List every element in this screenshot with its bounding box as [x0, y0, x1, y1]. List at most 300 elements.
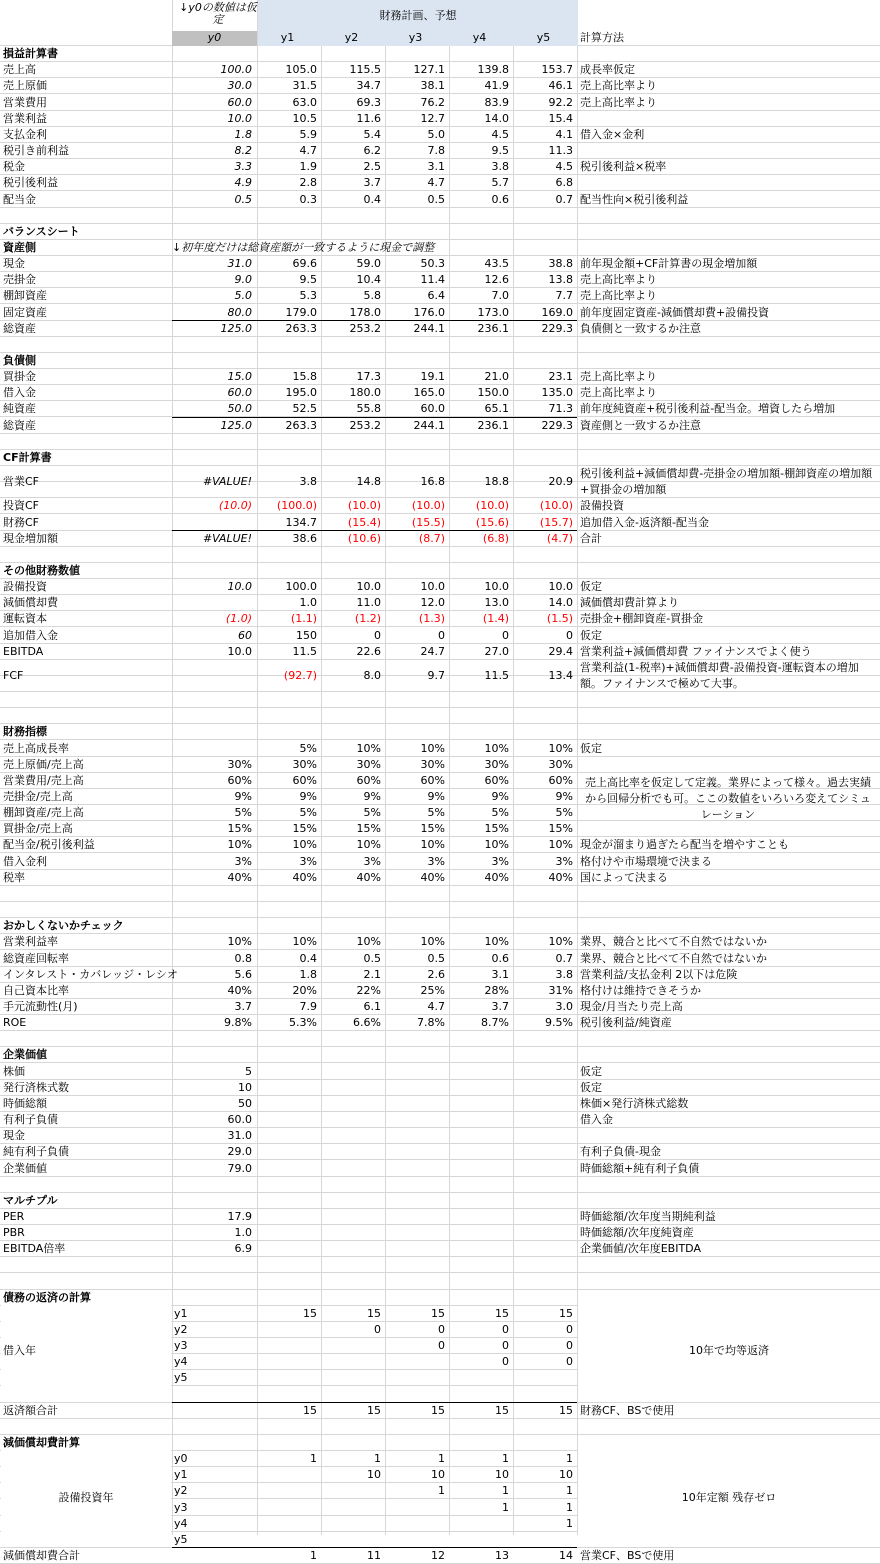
value-cell: 15.8 [292, 370, 317, 383]
row-label: 投資CF [3, 499, 40, 512]
value-cell: 12.0 [420, 596, 445, 609]
value-cell: 10 [431, 1468, 445, 1481]
value-cell: 65.1 [484, 402, 509, 415]
value-cell: 236.1 [477, 419, 509, 432]
y0-cell [172, 741, 252, 757]
value-cell: 1 [566, 1517, 573, 1530]
value-cell: (4.7) [546, 532, 573, 545]
value-cell: (10.0) [347, 499, 381, 512]
value-cell: 2.1 [363, 968, 381, 981]
value-cell: 3.8 [555, 968, 573, 981]
year-label: y1 [174, 1307, 188, 1320]
value-cell: 0 [566, 629, 573, 642]
value-cell: (15.7) [539, 516, 573, 529]
value-cell: 29.4 [548, 645, 573, 658]
value-cell [322, 1500, 381, 1516]
method-note: 税引後利益/純資産 [580, 1016, 672, 1029]
value-cell: 15 [367, 1307, 381, 1320]
row-label: 純有利子負債 [3, 1145, 69, 1158]
y0-cell: 1.8 [234, 128, 252, 141]
row-label: 税引後利益 [3, 176, 58, 189]
value-cell: 1 [502, 1484, 509, 1497]
header-method: 計算方法 [580, 31, 624, 44]
value-cell: 92.2 [548, 96, 573, 109]
value-cell: (15.5) [411, 516, 445, 529]
value-cell [450, 1370, 509, 1386]
value-cell: 1.8 [299, 968, 317, 981]
y0-cell: 15% [227, 822, 252, 835]
value-cell: 3.8 [491, 160, 509, 173]
value-cell: 71.3 [548, 402, 573, 415]
value-cell: 180.0 [349, 386, 381, 399]
method-note: 減価償却費計算より [580, 596, 679, 609]
value-cell: 0 [502, 1323, 509, 1336]
value-cell: 0.3 [299, 193, 317, 206]
row-label: 純資産 [3, 402, 36, 415]
value-cell: 115.5 [349, 63, 381, 76]
value-cell: 9.7 [427, 669, 445, 682]
row-label: 運転資本 [3, 612, 47, 625]
row-label: 営業費用 [3, 96, 47, 109]
value-cell: 5.3% [289, 1016, 317, 1029]
value-cell: 15 [431, 1307, 445, 1320]
dep-group-note: 10年定額 残存ゼロ [681, 1491, 777, 1504]
y0-cell: 1.0 [234, 1226, 252, 1239]
value-cell: 5% [363, 806, 381, 819]
value-cell: 263.3 [285, 322, 317, 335]
value-cell: 7.8 [427, 144, 445, 157]
value-cell [258, 1338, 317, 1354]
y0-cell [172, 595, 252, 611]
value-cell: 236.1 [477, 322, 509, 335]
value-cell: 5.0 [427, 128, 445, 141]
value-cell: 5.3 [299, 289, 317, 302]
value-cell: 153.7 [541, 63, 573, 76]
value-cell: 30% [548, 758, 573, 771]
method-note: 時価総額+純有利子負債 [580, 1162, 700, 1175]
method-note: 売掛金+棚卸資産-買掛金 [580, 612, 704, 625]
value-cell: 11.3 [548, 144, 573, 157]
value-cell: 28% [484, 984, 509, 997]
y0-cell: 5.0 [234, 289, 252, 302]
value-cell: 4.7 [299, 144, 317, 157]
debt-year-label-cell [1, 1305, 171, 1386]
value-cell: 6.4 [427, 289, 445, 302]
y0-cell: 30% [227, 758, 252, 771]
row-label: EBITDA倍率 [3, 1242, 66, 1255]
row-label: 借入金利 [3, 855, 47, 868]
value-cell: 5.8 [363, 289, 381, 302]
value-cell: 0 [566, 1355, 573, 1368]
value-cell: (1.2) [354, 612, 381, 625]
value-cell [322, 1483, 381, 1499]
value-cell: 10% [420, 935, 445, 948]
value-cell [258, 1532, 317, 1548]
method-note: 設備投資 [580, 499, 624, 512]
value-cell: 40% [292, 871, 317, 884]
dep-group-label: 設備投資年 [58, 1491, 114, 1504]
value-cell: 5.9 [299, 128, 317, 141]
value-cell: 0 [438, 1339, 445, 1352]
value-cell: 40% [484, 871, 509, 884]
y0-cell: 10 [238, 1081, 252, 1094]
value-cell: 55.8 [356, 402, 381, 415]
y0-cell: 3% [234, 855, 252, 868]
value-cell: 2.5 [363, 160, 381, 173]
y0-cell: 10% [227, 838, 252, 851]
method-note: 税引後利益×税率 [580, 160, 667, 173]
row-label: 返済額合計 [3, 1404, 58, 1417]
value-cell: 244.1 [413, 322, 445, 335]
value-cell: 3.7 [363, 176, 381, 189]
value-cell: 23.1 [548, 370, 573, 383]
method-note [580, 111, 876, 127]
value-cell: 46.1 [548, 79, 573, 92]
value-cell: 0 [374, 629, 381, 642]
section-title-multiples: マルチプル [3, 1194, 58, 1207]
value-cell: (1.5) [546, 612, 573, 625]
value-cell: 1 [310, 1549, 317, 1562]
y0-cell: 29.0 [227, 1145, 252, 1158]
row-label: 財務CF [3, 516, 40, 529]
y0-cell: 0.5 [234, 193, 252, 206]
value-cell: 38.6 [292, 532, 317, 545]
debt-group-label: 借入年 [3, 1344, 36, 1357]
value-cell: 20.9 [548, 475, 573, 488]
header-y1: y1 [280, 31, 295, 44]
row-line [0, 901, 880, 902]
value-cell: 5% [555, 806, 573, 819]
row-label: 発行済株式数 [3, 1081, 69, 1094]
method-note: 業界、競合と比べて不自然ではないか [580, 935, 767, 948]
value-cell: 0 [438, 629, 445, 642]
value-cell: 10% [484, 838, 509, 851]
value-cell: 16.8 [420, 475, 445, 488]
value-cell: (10.0) [475, 499, 509, 512]
y0-cell: 50 [238, 1097, 252, 1110]
value-cell: 50.3 [420, 257, 445, 270]
value-cell: 6.2 [363, 144, 381, 157]
value-cell: 0.7 [555, 193, 573, 206]
row-label: 現金増加額 [3, 532, 58, 545]
section-title-ev: 企業価値 [3, 1048, 47, 1061]
value-cell: 3.7 [491, 1000, 509, 1013]
year-label: y3 [174, 1339, 188, 1352]
method-note: 営業利益+減価償却費 ファイナンスでよく使う [580, 645, 812, 658]
value-cell: 1 [502, 1501, 509, 1514]
value-cell: 17.3 [356, 370, 381, 383]
section-title-depreciation: 減価償却費計算 [3, 1436, 80, 1449]
value-cell: 10% [420, 838, 445, 851]
row-label: 追加借入金 [3, 629, 58, 642]
y0-cell: 0.8 [234, 952, 252, 965]
row-label: インタレスト・カバレッジ・レシオ [3, 968, 178, 981]
ratio-assumption-note: 売上高比率を仮定して定義。業界によって様々。過去実績から回帰分析でも可。ここの数値をいろいろ変えてシミュレーション [585, 776, 871, 821]
value-cell: 30% [420, 758, 445, 771]
value-cell: 105.0 [285, 63, 317, 76]
method-note: 売上高比率より [580, 370, 657, 383]
y0-cell: 10.0 [227, 112, 252, 125]
method-note: 仮定 [580, 580, 602, 593]
value-cell: 263.3 [285, 419, 317, 432]
value-cell [450, 1532, 509, 1548]
value-cell: 24.7 [420, 645, 445, 658]
y0-cell: 60.0 [227, 386, 252, 399]
value-cell: 0 [566, 1323, 573, 1336]
y0-cell: 125.0 [220, 322, 252, 335]
value-cell: 135.0 [541, 386, 573, 399]
row-label: ROE [3, 1016, 27, 1029]
value-cell: 5% [299, 806, 317, 819]
value-cell: 165.0 [413, 386, 445, 399]
value-cell: 60% [484, 774, 509, 787]
value-cell: 4.7 [427, 1000, 445, 1013]
value-cell: 10.5 [292, 112, 317, 125]
value-cell [322, 1354, 381, 1370]
value-cell: 173.0 [477, 306, 509, 319]
value-cell: 1 [566, 1452, 573, 1465]
value-cell: 0.5 [427, 193, 445, 206]
value-cell: 134.7 [285, 516, 317, 529]
value-cell: 60% [292, 774, 317, 787]
row-label: 支払金利 [3, 128, 47, 141]
value-cell: 60.0 [420, 402, 445, 415]
value-cell: 9% [363, 790, 381, 803]
value-cell: 13 [495, 1549, 509, 1562]
value-cell: 4.1 [555, 128, 573, 141]
value-cell: 1 [310, 1452, 317, 1465]
value-cell [258, 1483, 317, 1499]
row-label: 減価償却費 [3, 596, 58, 609]
method-note: 時価総額/次年度純資産 [580, 1226, 694, 1239]
value-cell: 6.6% [353, 1016, 381, 1029]
value-cell: 83.9 [484, 96, 509, 109]
value-cell: 30% [292, 758, 317, 771]
value-cell: 1 [374, 1452, 381, 1465]
row-label: 総資産 [3, 322, 36, 335]
y0-cell [172, 515, 252, 531]
value-cell: 31% [548, 984, 573, 997]
year-label: y3 [174, 1501, 188, 1514]
method-note: 配当性向×税引後利益 [580, 193, 689, 206]
value-cell: (92.7) [283, 669, 317, 682]
y0-cell: 9% [234, 790, 252, 803]
y0-cell: 5.6 [234, 968, 252, 981]
y0-cell: 10.0 [227, 580, 252, 593]
header-y4: y4 [472, 31, 487, 44]
y0-cell: 15.0 [227, 370, 252, 383]
value-cell: 0.4 [299, 952, 317, 965]
row-label: 税率 [3, 871, 25, 884]
value-cell: 60% [356, 774, 381, 787]
method-note: 売上高比率より [580, 289, 657, 302]
year-label: y2 [174, 1323, 188, 1336]
method-note: 時価総額/次年度当期純利益 [580, 1210, 716, 1223]
method-note: 売上高比率より [580, 79, 657, 92]
value-cell: 10% [548, 838, 573, 851]
section-title-ratios: 財務指標 [3, 725, 47, 738]
value-cell: (10.0) [411, 499, 445, 512]
row-label: 配当金/税引後利益 [3, 838, 95, 851]
y0-cell: 79.0 [227, 1162, 252, 1175]
y0-cell: 9.8% [224, 1016, 252, 1029]
value-cell: 169.0 [541, 306, 573, 319]
value-cell: 20% [292, 984, 317, 997]
value-cell: 15 [495, 1404, 509, 1417]
value-cell: 3.1 [491, 968, 509, 981]
row-label: 売上原価/売上高 [3, 758, 84, 771]
method-note: 国によって決まる [580, 871, 668, 884]
method-note: 現金/月当たり売上高 [580, 1000, 683, 1013]
year-label: y2 [174, 1484, 188, 1497]
y0-cell: 10% [227, 935, 252, 948]
value-cell: 5% [299, 742, 317, 755]
value-cell: 3% [299, 855, 317, 868]
method-note: 売上高比率より [580, 273, 657, 286]
row-label: 減価償却費合計 [3, 1549, 80, 1562]
row-label: PBR [3, 1226, 25, 1239]
method-note: 格付けや市場環境で決まる [580, 855, 712, 868]
value-cell: 2.6 [427, 968, 445, 981]
method-note: 借入金 [580, 1113, 613, 1126]
method-note: 仮定 [580, 629, 602, 642]
y0-cell: #VALUE! [202, 532, 252, 545]
method-note: 企業価値/次年度EBITDA [580, 1242, 701, 1255]
value-cell: 31.5 [292, 79, 317, 92]
row-label: 配当金 [3, 193, 36, 206]
y0-cell: 80.0 [227, 306, 252, 319]
row-label: 売掛金/売上高 [3, 790, 73, 803]
value-cell: (15.4) [347, 516, 381, 529]
method-note: 成長率仮定 [580, 63, 635, 76]
value-cell: 6.8 [555, 176, 573, 189]
value-cell: 59.0 [356, 257, 381, 270]
value-cell: 7.8% [417, 1016, 445, 1029]
value-cell: 60% [548, 774, 573, 787]
row-line [0, 1272, 880, 1273]
value-cell: 12.6 [484, 273, 509, 286]
dep-note-cell [578, 1450, 880, 1547]
y0-cell: 31.0 [227, 1129, 252, 1142]
value-cell [258, 1354, 317, 1370]
value-cell: 9.5% [545, 1016, 573, 1029]
y0-cell: 60.0 [227, 1113, 252, 1126]
section-title-assets: 資産側 [3, 241, 36, 254]
value-cell: 10 [559, 1468, 573, 1481]
value-cell: 1 [566, 1501, 573, 1514]
value-cell: 15 [303, 1307, 317, 1320]
value-cell: 5% [427, 806, 445, 819]
row-label: 総資産 [3, 419, 36, 432]
value-cell [386, 1516, 445, 1532]
value-cell: 15 [303, 1404, 317, 1417]
y0-cell: 17.9 [227, 1210, 252, 1223]
year-label: y0 [174, 1452, 188, 1465]
y0-cell: 10.0 [227, 645, 252, 658]
value-cell: 0 [438, 1323, 445, 1336]
value-cell: 27.0 [484, 645, 509, 658]
value-cell: 10.0 [484, 580, 509, 593]
value-cell: 9.5 [299, 273, 317, 286]
value-cell: 10 [495, 1468, 509, 1481]
method-note: 売上高比率より [580, 96, 657, 109]
y0-cell: 40% [227, 871, 252, 884]
method-note: 前年現金額+CF計算書の現金増加額 [580, 257, 758, 270]
value-cell: (1.3) [418, 612, 445, 625]
row-label: 棚卸資産 [3, 289, 47, 302]
value-cell: 25% [420, 984, 445, 997]
value-cell [258, 1322, 317, 1338]
value-cell [322, 1532, 381, 1548]
method-note [580, 143, 876, 159]
y0-cell: 5 [245, 1065, 252, 1078]
value-cell: 15.4 [548, 112, 573, 125]
value-cell: 10% [420, 742, 445, 755]
value-cell: 0.6 [491, 952, 509, 965]
value-cell: 2.8 [299, 176, 317, 189]
value-cell [386, 1500, 445, 1516]
value-cell: (6.8) [482, 532, 509, 545]
value-cell: 1 [438, 1452, 445, 1465]
total-rule [172, 530, 577, 531]
y0-cell: 125.0 [220, 419, 252, 432]
row-label: 総資産回転率 [3, 952, 69, 965]
method-note: 仮定 [580, 742, 602, 755]
value-cell: 6.1 [363, 1000, 381, 1013]
row-label: 税引き前利益 [3, 144, 69, 157]
year-label: y4 [174, 1517, 188, 1530]
value-cell: 1 [566, 1484, 573, 1497]
row-label: 営業利益 [3, 112, 47, 125]
value-cell: 3.0 [555, 1000, 573, 1013]
value-cell: 69.6 [292, 257, 317, 270]
value-cell: 40% [420, 871, 445, 884]
value-cell: 11.5 [484, 669, 509, 682]
value-cell: (10.6) [347, 532, 381, 545]
value-cell: 14.8 [356, 475, 381, 488]
value-cell: 15% [420, 822, 445, 835]
row-label: EBITDA [3, 645, 44, 658]
value-cell: 253.2 [349, 419, 381, 432]
y0-cell: (1.0) [225, 612, 252, 625]
value-cell: 176.0 [413, 306, 445, 319]
y0-cell: 3.3 [234, 160, 252, 173]
value-cell: 3% [363, 855, 381, 868]
value-cell: 15 [559, 1307, 573, 1320]
section-title-other: その他財務数値 [3, 564, 80, 577]
row-label: 手元流動性(月) [3, 1000, 78, 1013]
value-cell [322, 1370, 381, 1386]
value-cell: 38.8 [548, 257, 573, 270]
value-cell: 14.0 [484, 112, 509, 125]
y0-cell: 31.0 [227, 257, 252, 270]
value-cell: 10% [292, 935, 317, 948]
row-label: 固定資産 [3, 306, 47, 319]
value-cell: 41.9 [484, 79, 509, 92]
value-cell [258, 1467, 317, 1483]
value-cell: 1 [438, 1484, 445, 1497]
debt-note-cell [578, 1305, 880, 1386]
method-note: 売上高比率より [580, 386, 657, 399]
value-cell: 12 [431, 1549, 445, 1562]
row-label: 営業費用/売上高 [3, 774, 84, 787]
value-cell: (100.0) [276, 499, 317, 512]
value-cell: 127.1 [413, 63, 445, 76]
header-y0: y0 [207, 31, 222, 44]
row-label: 買掛金/売上高 [3, 822, 73, 835]
value-cell [322, 1516, 381, 1532]
header-y5: y5 [536, 31, 551, 44]
